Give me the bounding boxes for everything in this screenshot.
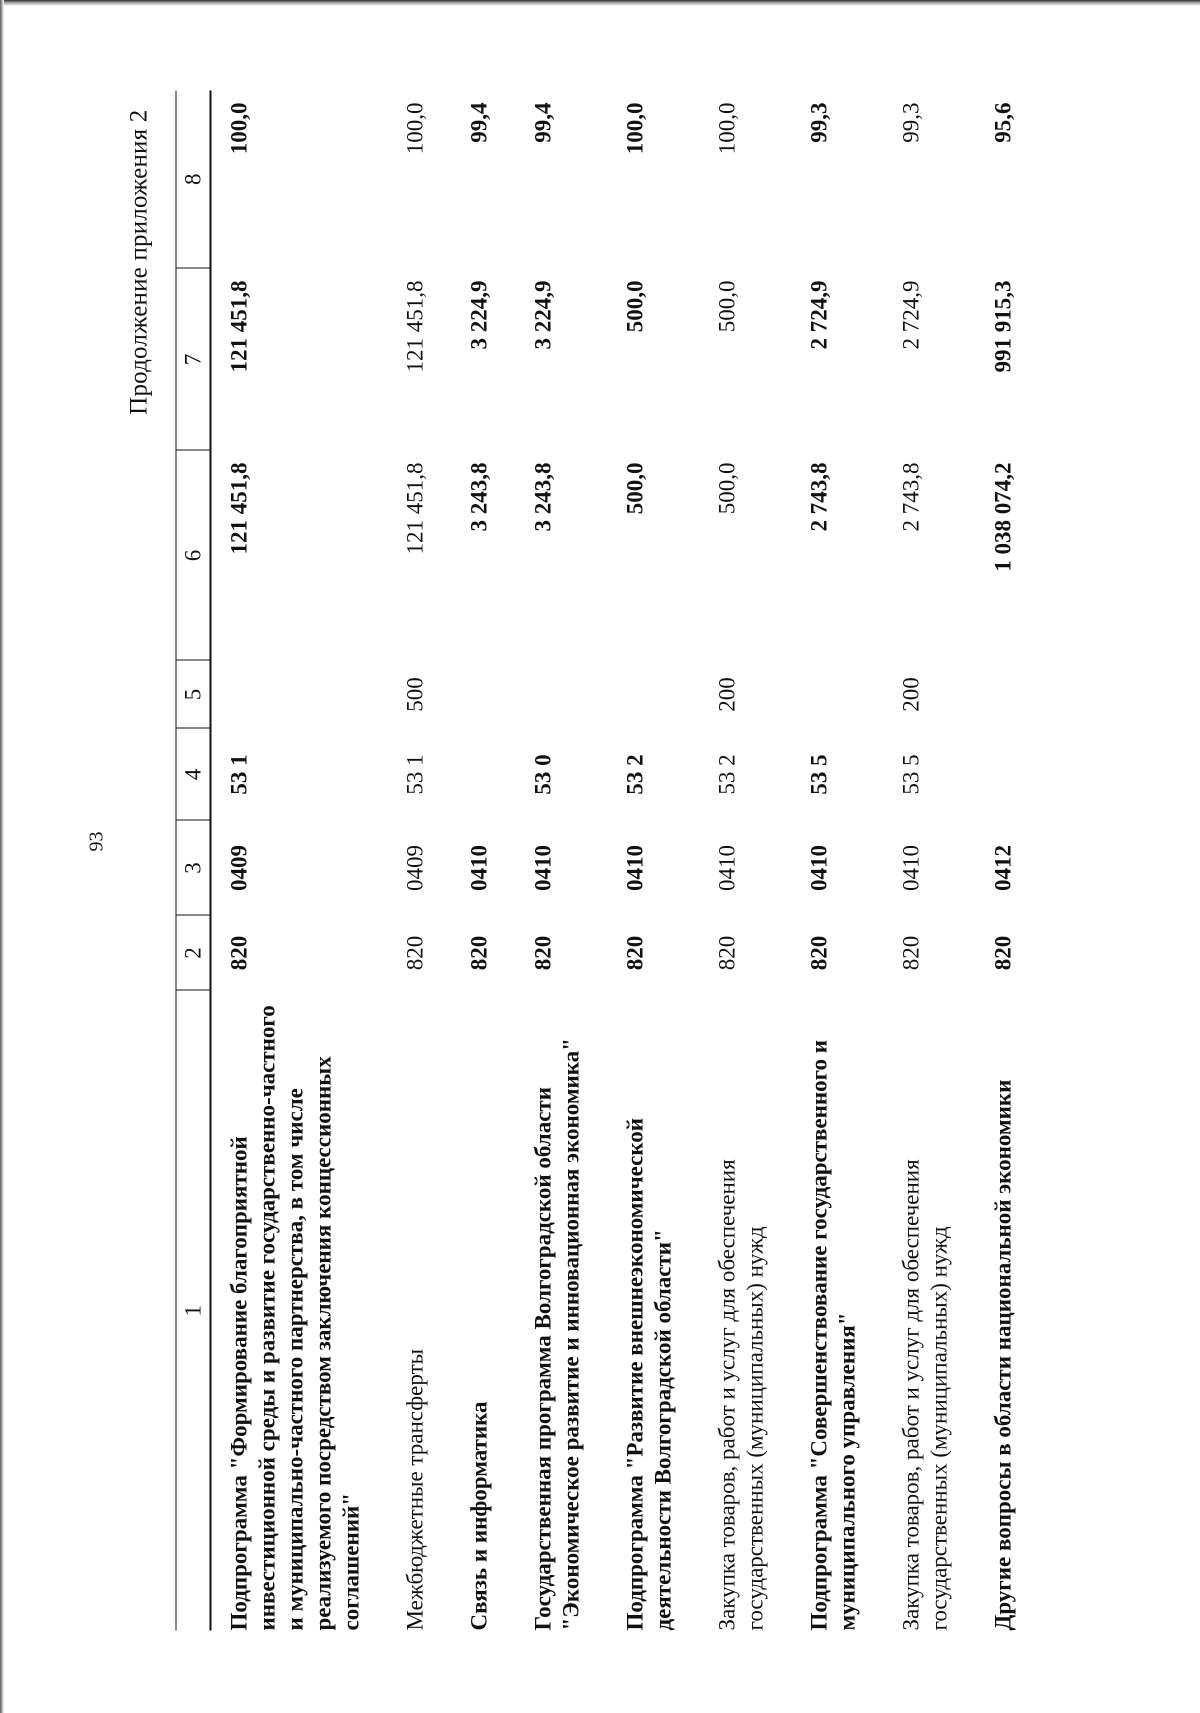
cell-c2: 820 — [530, 935, 556, 971]
cell-c2: 820 — [402, 935, 428, 971]
cell-c8: 100,0 — [622, 102, 648, 155]
cell-c3: 0409 — [402, 845, 428, 891]
cell-c4: 53 1 — [226, 754, 252, 795]
cell-c7: 121 451,8 — [226, 280, 252, 373]
cell-c5: 500 — [402, 677, 428, 712]
cell-c7: 121 451,8 — [402, 280, 428, 373]
cell-c6: 2 743,8 — [898, 462, 924, 532]
cell-c6: 1 038 074,2 — [990, 462, 1016, 572]
cell-c6: 2 743,8 — [806, 462, 832, 532]
cell-c5 — [608, 661, 700, 729]
col-header-4: 4 — [176, 729, 211, 821]
cell-c8: 100,0 — [226, 102, 252, 155]
cell-c3: 0409 — [226, 845, 252, 891]
cell-c8: 100,0 — [714, 102, 740, 155]
cell-c5: 200 — [714, 677, 740, 712]
table-row — [516, 91, 608, 1631]
cell-c6: 500,0 — [622, 462, 648, 515]
row-name-cell: Другие вопросы в области национальной экономики — [990, 1079, 1016, 1631]
cell-c8: 100,0 — [402, 102, 428, 155]
cell-c6: 121 451,8 — [226, 462, 252, 555]
cell-c7: 3 224,9 — [466, 280, 492, 350]
cell-c4: 53 0 — [530, 754, 556, 795]
row-name-cell: Связь и информатика — [466, 1401, 492, 1631]
cell-c2: 820 — [622, 935, 648, 971]
cell-c5: 200 — [898, 677, 924, 712]
table-row — [884, 91, 976, 1631]
cell-c5 — [516, 661, 608, 729]
table-row — [388, 91, 452, 1631]
cell-c5 — [976, 661, 1040, 729]
row-name-cell: Закупка товаров, работ и услуг для обеспечения государственных (муниципальных) нужд — [714, 1159, 768, 1631]
cell-c2: 820 — [466, 935, 492, 971]
cell-c4: 53 5 — [806, 754, 832, 795]
col-header-3: 3 — [176, 821, 211, 916]
cell-c2: 820 — [226, 935, 252, 971]
table-row — [700, 91, 792, 1631]
table-body — [211, 91, 1040, 1631]
cell-c3: 0410 — [466, 845, 492, 891]
header-row — [176, 91, 211, 1631]
cell-c3: 0410 — [898, 845, 924, 891]
cell-c6: 3 243,8 — [466, 462, 492, 532]
table-row — [452, 91, 516, 1631]
cell-c7: 3 224,9 — [530, 280, 556, 350]
cell-c2: 820 — [714, 935, 740, 971]
row-name-cell: Подпрограмма "Формирование благоприятной инвестиционной среды и развитие государственно-частного и муниципально-частного партнерства, в том числе реализуемого посредством заключения концессионных соглашений" — [226, 1005, 364, 1631]
appendix-continuation-note: Продолжение приложения 2 — [125, 109, 153, 415]
cell-c3: 0410 — [530, 845, 556, 891]
page-number: 93 — [85, 831, 108, 852]
cell-c2: 820 — [898, 935, 924, 971]
cell-c2: 820 — [806, 935, 832, 971]
cell-c6: 121 451,8 — [402, 462, 428, 555]
cell-c7: 991 915,3 — [990, 280, 1016, 373]
table-row — [608, 91, 700, 1631]
cell-c7: 2 724,9 — [898, 280, 924, 350]
col-header-2: 2 — [176, 916, 211, 991]
cell-c3: 0412 — [990, 845, 1016, 891]
cell-c8: 99,4 — [466, 102, 492, 143]
row-name-cell: Межбюджетные трансферты — [402, 1348, 428, 1631]
row-name-cell: Подпрограмма "Совершенствование государственного и муниципального управления" — [806, 1039, 860, 1631]
cell-c7: 500,0 — [714, 280, 740, 333]
cell-c4 — [452, 729, 516, 821]
col-header-6: 6 — [176, 451, 211, 661]
cell-c8: 99,3 — [806, 102, 832, 143]
cell-c6: 3 243,8 — [530, 462, 556, 532]
row-name-cell: Государственная программа Волгоградской области "Экономическое развитие и инновационная экономика" — [530, 1038, 584, 1631]
col-header-1: 1 — [176, 991, 211, 1631]
cell-c7: 2 724,9 — [806, 280, 832, 350]
rotated-page — [1, 0, 1200, 1713]
col-header-7: 7 — [176, 269, 211, 451]
cell-c4: 53 5 — [898, 754, 924, 795]
cell-c7: 500,0 — [622, 280, 648, 333]
cell-c4: 53 2 — [714, 754, 740, 795]
cell-c4: 53 1 — [402, 754, 428, 795]
cell-c3: 0410 — [806, 845, 832, 891]
table-row — [211, 91, 388, 1631]
row-name-cell: Подпрограмма "Развитие внешнеэкономической деятельности Волгоградской области" — [622, 1117, 676, 1631]
cell-c5 — [792, 661, 884, 729]
table-row — [976, 91, 1040, 1631]
cell-c8: 95,6 — [990, 102, 1016, 143]
cell-c6: 500,0 — [714, 462, 740, 515]
cell-c8: 99,4 — [530, 102, 556, 143]
col-header-8: 8 — [176, 91, 211, 269]
row-name-cell: Закупка товаров, работ и услуг для обеспечения государственных (муниципальных) нужд — [898, 1159, 952, 1631]
cell-c4 — [976, 729, 1040, 821]
cell-c5 — [211, 661, 388, 729]
col-header-5: 5 — [176, 661, 211, 729]
cell-c4: 53 2 — [622, 754, 648, 795]
budget-table — [176, 91, 1040, 1631]
cell-c8: 99,3 — [898, 102, 924, 143]
cell-c5 — [452, 661, 516, 729]
cell-c3: 0410 — [622, 845, 648, 891]
table-row — [792, 91, 884, 1631]
cell-c3: 0410 — [714, 845, 740, 891]
cell-c2: 820 — [990, 935, 1016, 971]
